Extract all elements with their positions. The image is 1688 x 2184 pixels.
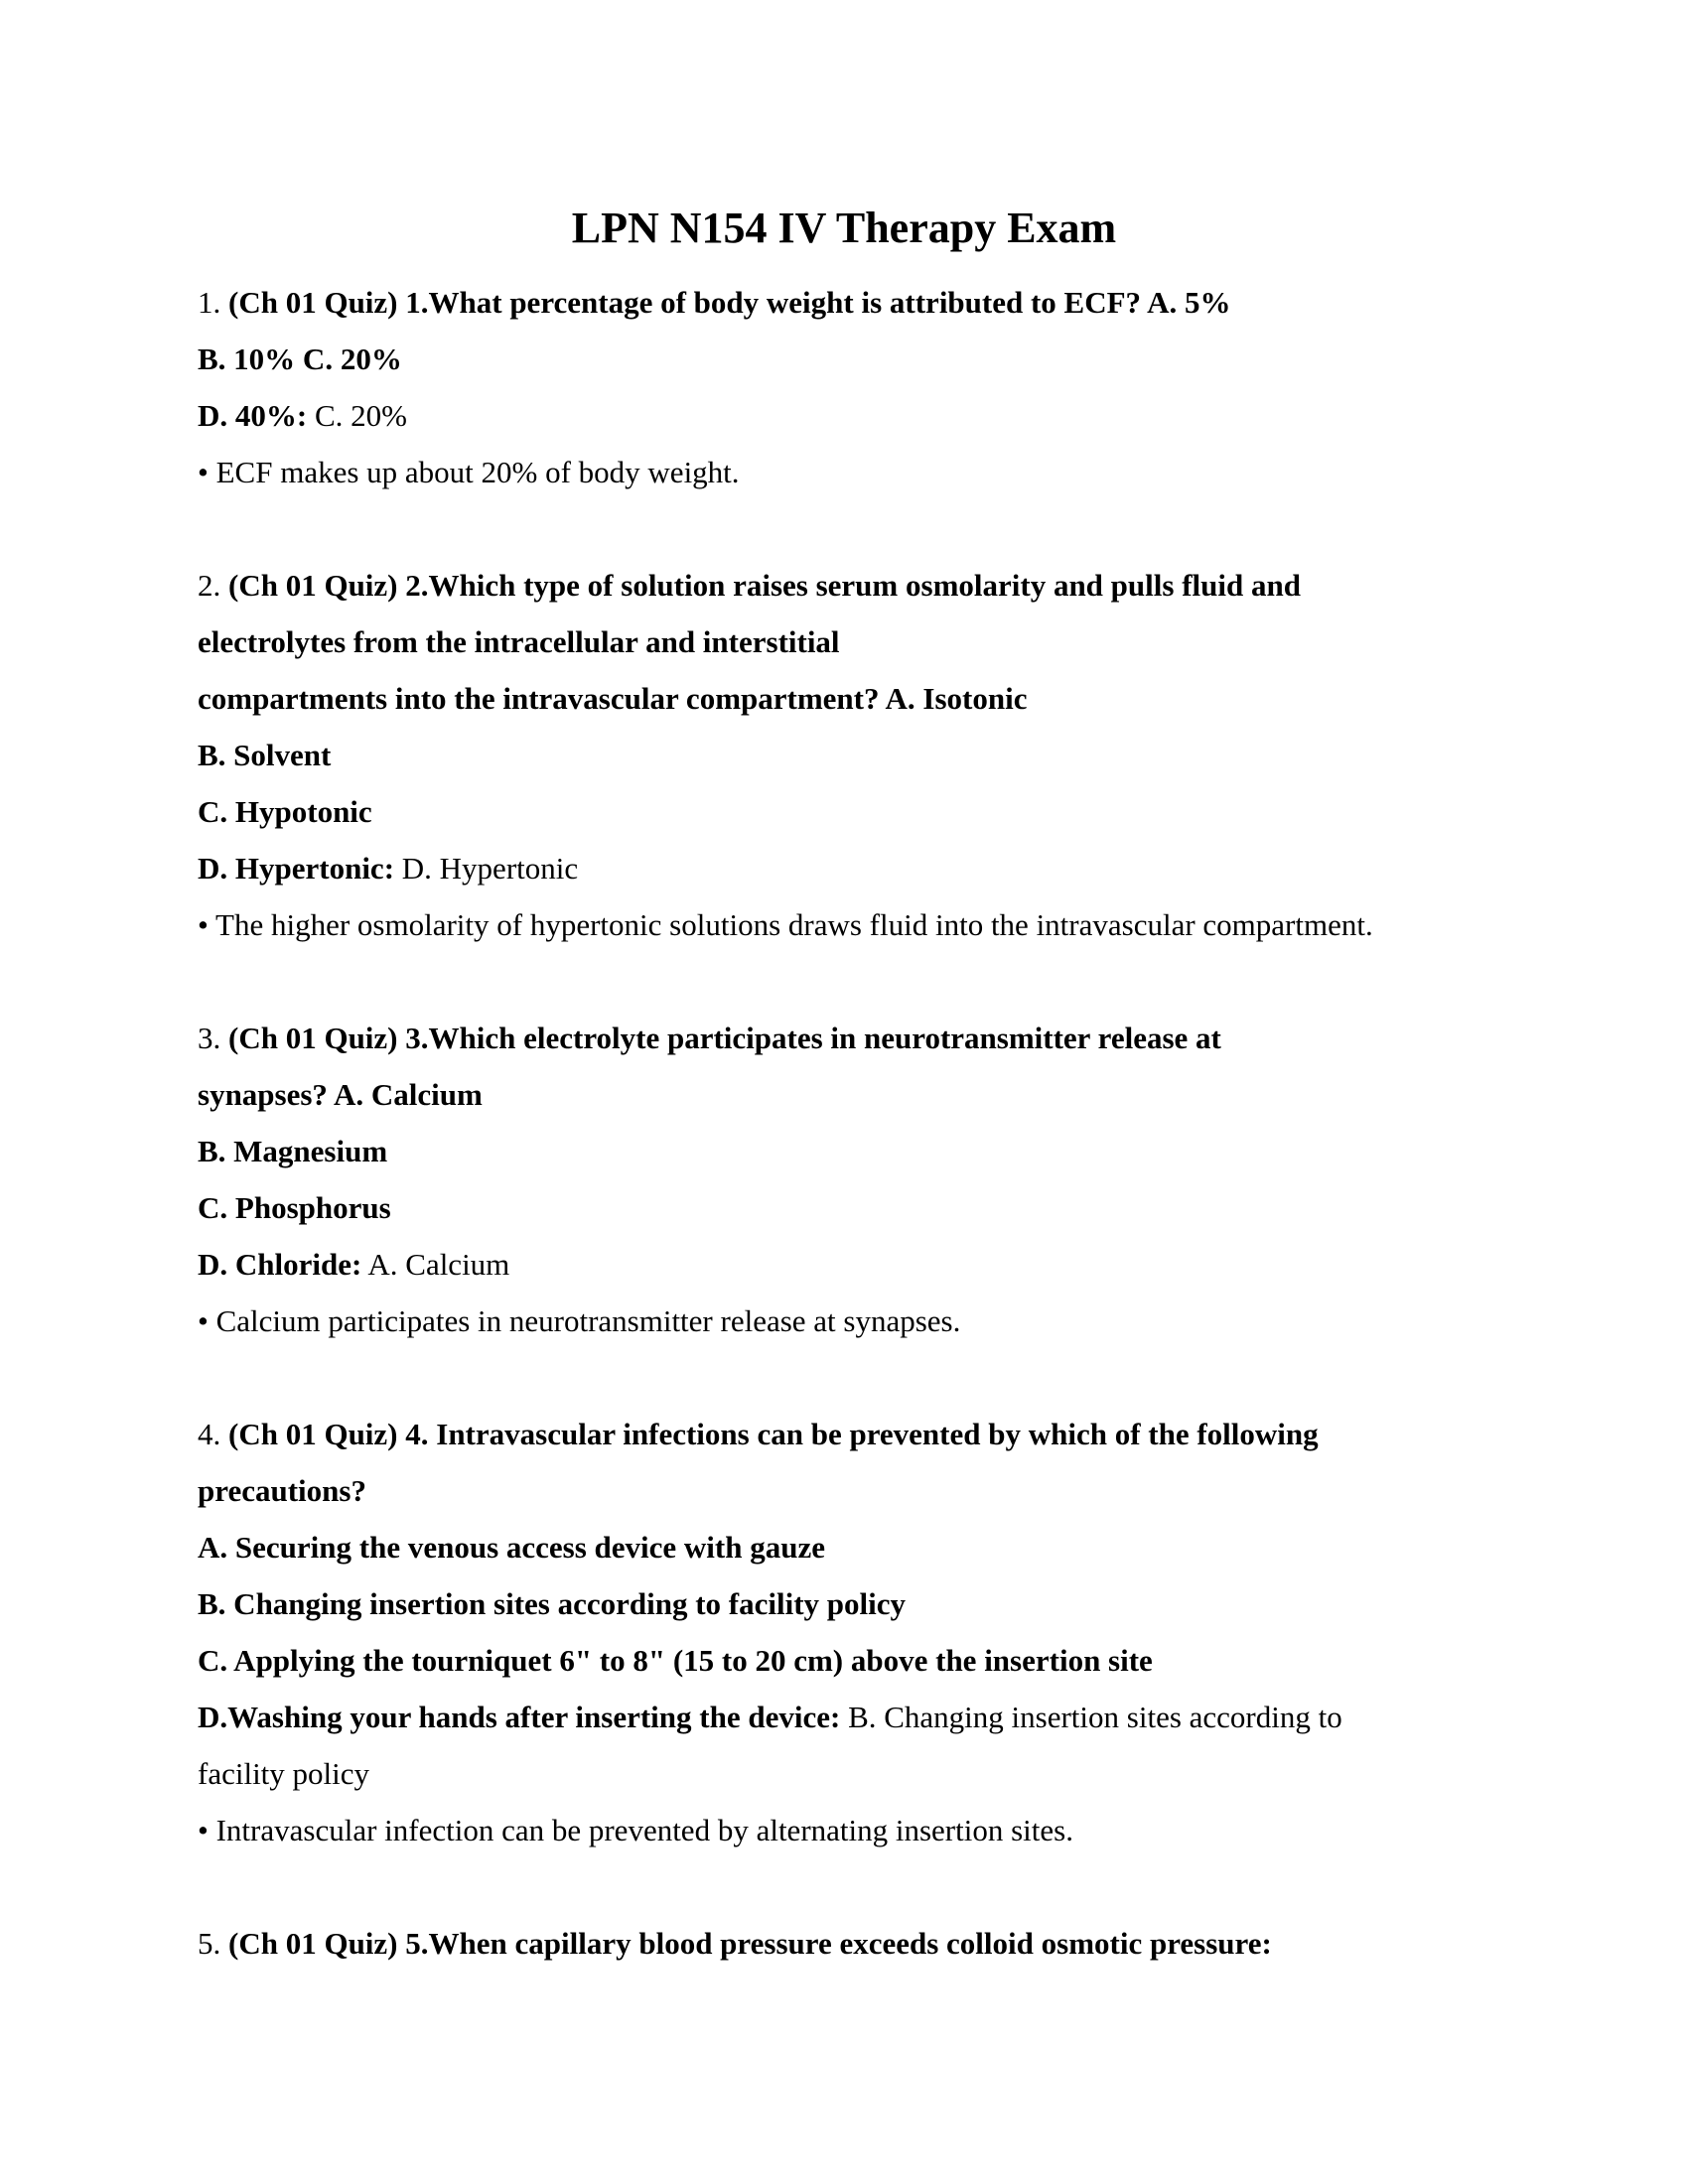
page-title: LPN N154 IV Therapy Exam — [571, 204, 1117, 252]
question-source: (Ch 01 Quiz) — [228, 285, 398, 320]
answer-continued: facility policy — [198, 1756, 370, 1791]
question-text: 2.Which type of solution raises serum osmolarity and pulls fluid and — [405, 568, 1301, 603]
option: C. Phosphorus — [198, 1190, 391, 1225]
answer: A. Calcium — [367, 1247, 510, 1282]
question-number: 5. — [198, 1926, 221, 1961]
question-gap — [198, 1349, 1508, 1406]
rationale: • ECF makes up about 20% of body weight. — [198, 455, 740, 489]
question-gap — [198, 500, 1508, 557]
question-number: 1. — [198, 285, 221, 320]
question-text: 3.Which electrolyte participates in neurotransmitter release at — [405, 1021, 1221, 1055]
option: C. Hypotonic — [198, 794, 372, 829]
rationale: • Intravascular infection can be prevented by alternating insertion sites. — [198, 1813, 1073, 1847]
question-3 — [198, 1010, 1508, 1349]
option: C. Applying the tourniquet 6" to 8" (15 to 20 cm) above the insertion site — [198, 1643, 1153, 1678]
question-text: B. 10% C. 20% — [198, 341, 402, 376]
question-1 — [198, 274, 1508, 500]
question-text: 1.What percentage of body weight is attributed to ECF? A. 5% — [405, 285, 1231, 320]
question-gap — [198, 953, 1508, 1010]
rationale: • Calcium participates in neurotransmitter release at synapses. — [198, 1303, 961, 1338]
question-number: 2. — [198, 568, 221, 603]
question-gap — [198, 1858, 1508, 1915]
option: A. Securing the venous access device with gauze — [198, 1530, 825, 1565]
question-5 — [198, 1915, 1508, 1972]
answer: C. 20% — [314, 398, 407, 433]
question-4 — [198, 1406, 1508, 1858]
question-source: (Ch 01 Quiz) — [228, 568, 398, 603]
last-option: D. Hypertonic: — [198, 851, 395, 886]
question-text: compartments into the intravascular compartment? A. Isotonic — [198, 681, 1028, 716]
question-text: synapses? A. Calcium — [198, 1077, 483, 1112]
question-source: (Ch 01 Quiz) — [228, 1021, 398, 1055]
rationale: • The higher osmolarity of hypertonic solutions draws fluid into the intravascular compartment. — [198, 907, 1373, 942]
option: B. Changing insertion sites according to facility policy — [198, 1586, 906, 1621]
question-text: electrolytes from the intracellular and interstitial — [198, 624, 840, 659]
question-source: (Ch 01 Quiz) — [228, 1417, 398, 1451]
option: B. Magnesium — [198, 1134, 388, 1168]
last-option: D.Washing your hands after inserting the device: — [198, 1700, 841, 1734]
last-option: D. 40%: — [198, 398, 308, 433]
answer: B. Changing insertion sites according to — [848, 1700, 1342, 1734]
last-option: D. Chloride: — [198, 1247, 362, 1282]
question-text: 4. Intravascular infections can be prevented by which of the following — [405, 1417, 1319, 1451]
question-text: 5.When capillary blood pressure exceeds colloid osmotic pressure: — [405, 1926, 1272, 1961]
question-text: precautions? — [198, 1473, 366, 1508]
question-number: 4. — [198, 1417, 221, 1451]
answer: D. Hypertonic — [401, 851, 579, 886]
question-2 — [198, 557, 1508, 953]
question-number: 3. — [198, 1021, 221, 1055]
option: B. Solvent — [198, 738, 332, 772]
exam-content — [198, 274, 1508, 1972]
question-source: (Ch 01 Quiz) — [228, 1926, 398, 1961]
